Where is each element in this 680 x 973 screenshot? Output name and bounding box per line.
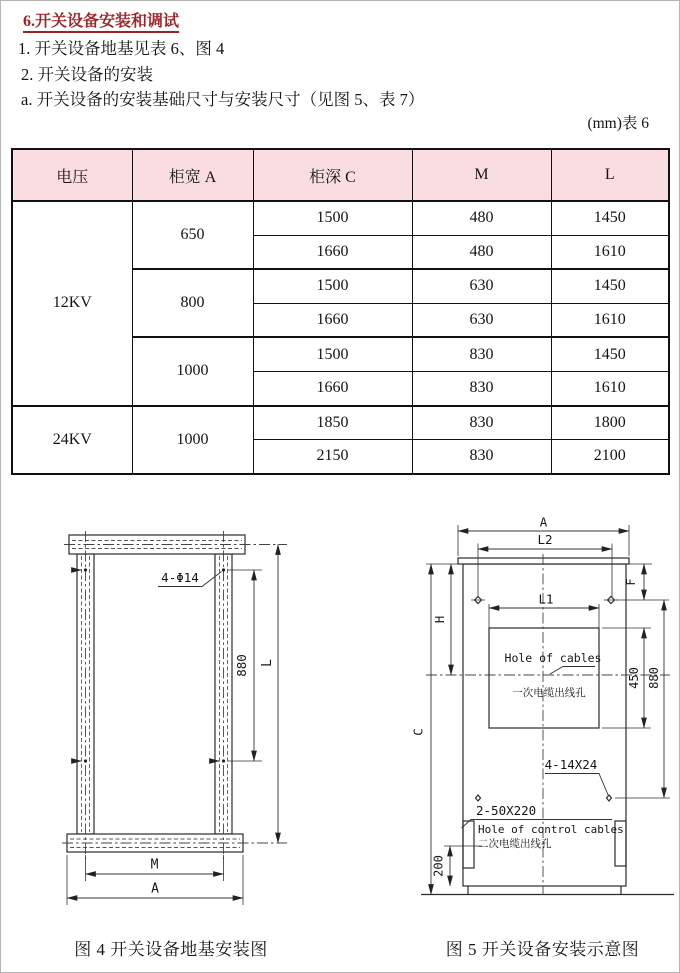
value-cell: 2100 bbox=[551, 440, 669, 474]
fig5-slot-label: 2-50X220 bbox=[476, 803, 537, 818]
width-cell: 800 bbox=[132, 269, 253, 337]
fig5-dim-L2-label: L2 bbox=[537, 532, 553, 547]
figure-4-caption: 图 4 开关设备地基安装图 bbox=[74, 940, 268, 959]
value-cell: 480 bbox=[412, 235, 551, 269]
fig4-drawing-lines bbox=[62, 531, 287, 905]
value-cell: 1500 bbox=[253, 201, 412, 235]
fig5-cable-hole-en: Hole of cables bbox=[504, 651, 602, 665]
column-header: 柜深 C bbox=[253, 149, 412, 201]
voltage-cell: 12KV bbox=[12, 201, 132, 406]
value-cell: 1450 bbox=[551, 337, 669, 371]
table-row bbox=[12, 406, 669, 440]
width-cell: 650 bbox=[132, 201, 253, 269]
fig5-dim-200-label: 200 bbox=[431, 855, 446, 877]
value-cell: 1500 bbox=[253, 269, 412, 303]
value-cell: 1660 bbox=[253, 235, 412, 269]
fig5-holes-label: 4-14X24 bbox=[544, 757, 598, 772]
value-cell: 630 bbox=[412, 303, 551, 337]
value-cell: 630 bbox=[412, 269, 551, 303]
value-cell: 1800 bbox=[551, 406, 669, 440]
figure-5-drawing bbox=[406, 506, 680, 906]
value-cell: 830 bbox=[412, 337, 551, 371]
column-header: 柜宽 A bbox=[132, 149, 253, 201]
intro-line-2: 2. 开关设备的安装 bbox=[21, 65, 153, 84]
fig5-dim-450-label: 450 bbox=[627, 667, 641, 689]
width-cell: 1000 bbox=[132, 337, 253, 405]
value-cell: 1660 bbox=[253, 303, 412, 337]
value-cell: 830 bbox=[412, 440, 551, 474]
spec-table bbox=[11, 148, 670, 475]
value-cell: 1660 bbox=[253, 371, 412, 405]
fig5-cable-hole-zh: 一次电缆出线孔 bbox=[512, 688, 586, 699]
intro-line-1: 1. 开关设备地基见表 6、图 4 bbox=[18, 39, 225, 58]
value-cell: 1610 bbox=[551, 303, 669, 337]
value-cell: 1450 bbox=[551, 201, 669, 235]
figure-5-caption: 图 5 开关设备安装示意图 bbox=[445, 940, 640, 959]
value-cell: 480 bbox=[412, 201, 551, 235]
fig5-control-hole-en: Hole of control cables bbox=[478, 823, 624, 836]
value-cell: 830 bbox=[412, 371, 551, 405]
column-header: M bbox=[412, 149, 551, 201]
figure-4-drawing bbox=[31, 511, 301, 911]
fig5-dim-L1-label: L1 bbox=[538, 591, 554, 607]
fig5-dim-F-label: F bbox=[624, 578, 638, 586]
value-cell: 1450 bbox=[551, 269, 669, 303]
value-cell: 2150 bbox=[253, 440, 412, 474]
fig5-dim-H-label: H bbox=[432, 615, 447, 624]
value-cell: 1500 bbox=[253, 337, 412, 371]
value-cell: 1610 bbox=[551, 235, 669, 269]
fig5-dim-A-label: A bbox=[539, 514, 548, 530]
spec-table-head-row bbox=[12, 149, 669, 201]
value-cell: 1610 bbox=[551, 371, 669, 405]
width-cell: 1000 bbox=[132, 406, 253, 474]
fig4-dim-A-label: A bbox=[151, 881, 159, 897]
spec-table-body bbox=[12, 201, 669, 474]
fig5-dim-880-label: 880 bbox=[647, 667, 661, 689]
column-header: 电压 bbox=[12, 149, 132, 201]
table-row bbox=[12, 201, 669, 235]
column-header: L bbox=[551, 149, 669, 201]
section-title: 6.开关设备安装和调试 bbox=[23, 8, 179, 33]
fig5-dim-C-label: C bbox=[410, 728, 426, 736]
voltage-cell: 24KV bbox=[12, 406, 132, 474]
fig4-dim-880-label: 880 bbox=[234, 654, 249, 677]
fig5-control-hole-zh: 二次电缆出线孔 bbox=[478, 839, 552, 850]
value-cell: 1850 bbox=[253, 406, 412, 440]
spec-table-wrap bbox=[11, 148, 668, 475]
fig4-dim-L-label: L bbox=[260, 659, 275, 667]
fig4-holes-label: 4-Φ14 bbox=[161, 570, 199, 585]
value-cell: 830 bbox=[412, 406, 551, 440]
table-unit-note: (mm)表 6 bbox=[587, 115, 649, 132]
intro-line-3: a. 开关设备的安装基础尺寸与安装尺寸（见图 5、表 7） bbox=[21, 90, 425, 109]
fig4-dim-M-label: M bbox=[150, 857, 159, 873]
